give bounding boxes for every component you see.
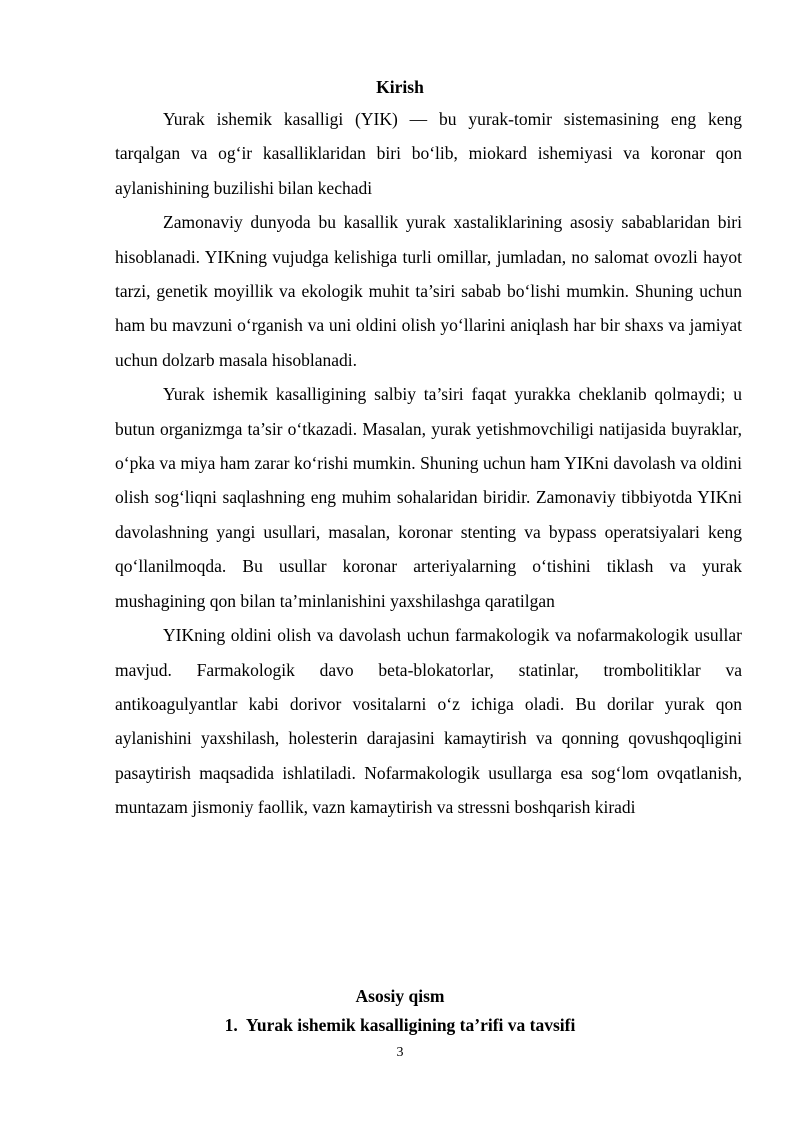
intro-title: Kirish xyxy=(376,77,424,97)
section-number: 1. xyxy=(224,1015,238,1035)
page-number: 3 xyxy=(396,1045,404,1060)
section-heading xyxy=(0,1014,800,1036)
intro-paragraph-3: Yurak ishemik kasalligining salbiy ta’siri faqat yurakka cheklanib qolmaydi; u butun organizmga ta’sir o‘tkazadi. Masalan, yurak yetishmovchiligi natijasida buyraklar, o‘pka va miya ham zarar ko‘rishi mumkin. Shuning uchun ham YIKni davolash va oldini olish sog‘liqni saqlashning eng muhim sohalaridan biridir. Zamonaviy tibbiyotda YIKni davolashning yangi usullari, masalan, koronar stenting va bypass operatsiyalari keng qo‘llanilmoqda. Bu usullar koronar arteriyalarning o‘tishini tiklash va yurak mushagining qon bilan ta’minlanishini yaxshilashga qaratilgan xyxy=(115,384,742,611)
main-section-title: Asosiy qism xyxy=(355,986,445,1006)
section-heading-text: Yurak ishemik kasalligining ta’rifi va tavsifi xyxy=(245,1015,576,1035)
intro-paragraph-2: Zamonaviy dunyoda bu kasallik yurak xastaliklarining asosiy sabablaridan biri hisoblanadi. YIKning vujudga kelishiga turli omillar, jumladan, no salomat ovozli hayot tarzi, genetik moyillik va ekologik muhit ta’siri sabab bo‘lishi mumkin. Shuning uchun ham bu mavzuni o‘rganish va uni oldini olish yo‘llarini aniqlash har bir shaxs va jamiyat uchun dolzarb masala hisoblanadi. xyxy=(115,212,742,370)
intro-body xyxy=(115,102,742,825)
intro-paragraph-1: Yurak ishemik kasalligi (YIK) — bu yurak-tomir sistemasining eng keng tarqalgan va og‘ir kasalliklaridan biri bo‘lib, miokard ishemiyasi va koronar qon aylanishining buzilishi bilan kechadi xyxy=(115,109,742,198)
intro-paragraph-4: YIKning oldini olish va davolash uchun farmakologik va nofarmakologik usullar mavjud. Farmakologik davo beta-blokatorlar, statinlar, trombolitiklar va antikoagulyantlar kabi dorivor vositalarni o‘z ichiga oladi. Bu dorilar yurak qon aylanishini yaxshilash, holesterin darajasini kamaytirish va qonning qovushqoqligini pasaytirish maqsadida ishlatiladi. Nofarmakologik usullarga esa sog‘lom ovqatlanish, muntazam jismoniy faollik, vazn kamaytirish va stressni boshqarish kiradi xyxy=(115,625,742,818)
